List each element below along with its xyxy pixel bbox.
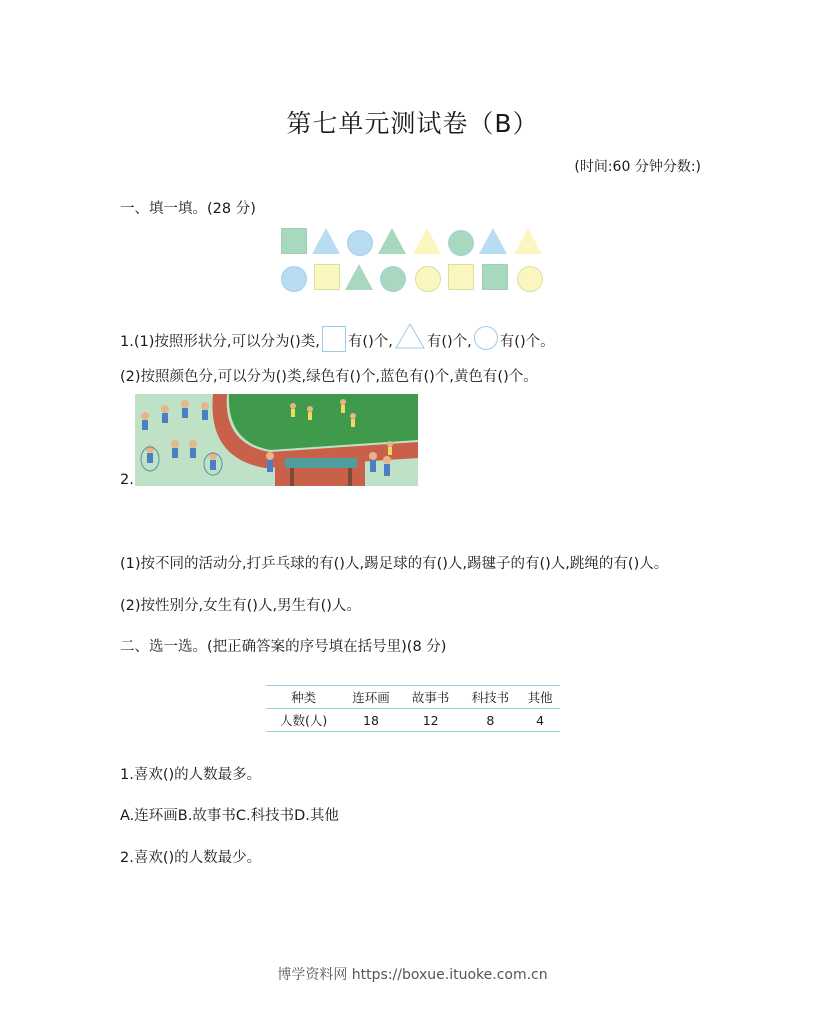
green-triangle-shape [345, 264, 373, 290]
yellow-triangle-shape [413, 228, 441, 254]
green-square-shape [482, 264, 508, 290]
yellow-square-shape [314, 264, 340, 290]
blue-triangle-shape [479, 228, 507, 254]
blue-triangle-shape [312, 228, 340, 254]
page-title: 第七单元测试卷（B） [286, 109, 539, 138]
green-circle-shape [448, 230, 474, 256]
reading-preference-table [266, 685, 560, 732]
table-header-row: 种类 连环画 故事书 科技书 其他 [266, 686, 560, 709]
green-circle-shape [380, 266, 406, 292]
yellow-circle-shape [415, 266, 441, 292]
green-square-shape [281, 228, 307, 254]
shape-grid [279, 226, 549, 294]
blue-circle-shape [347, 230, 373, 256]
choice-question-2: 2.喜欢()的人数最少。 [120, 850, 262, 866]
question-2-1: (1)按不同的活动分,打乒乓球的有()人,踢足球的有()人,踢毽子的有()人,跳绳的有()人。 [120, 556, 669, 572]
question-2-number: 2. [120, 472, 134, 488]
circle-icon [474, 326, 498, 350]
question-1-1: 1.(1)按照形状分,可以分为()类, 有()个, 有()个, 有()个。 [120, 323, 555, 353]
choice-question-1: 1.喜欢()的人数最多。 [120, 767, 262, 783]
choice-question-1-options: A.连环画B.故事书C.科技书D.其他 [120, 808, 339, 824]
footer-watermark: 博学资料网 https://boxue.ituoke.com.cn [277, 967, 548, 983]
triangle-icon [395, 323, 425, 353]
square-icon [322, 326, 346, 352]
green-triangle-shape [378, 228, 406, 254]
yellow-square-shape [448, 264, 474, 290]
exam-meta: (时间:60 分钟分数:) [574, 159, 701, 175]
section-1-heading: 一、填一填。(28 分) [120, 201, 256, 217]
yellow-circle-shape [517, 266, 543, 292]
section-2-heading: 二、选一选。(把正确答案的序号填在括号里)(8 分) [120, 639, 447, 655]
question-1-2: (2)按照颜色分,可以分为()类,绿色有()个,蓝色有()个,黄色有()个。 [120, 369, 538, 385]
table-row: 人数(人) 18 12 8 4 [266, 709, 560, 732]
playground-illustration [135, 394, 418, 486]
blue-circle-shape [281, 266, 307, 292]
question-2-2: (2)按性别分,女生有()人,男生有()人。 [120, 598, 361, 614]
yellow-triangle-shape [514, 228, 542, 254]
